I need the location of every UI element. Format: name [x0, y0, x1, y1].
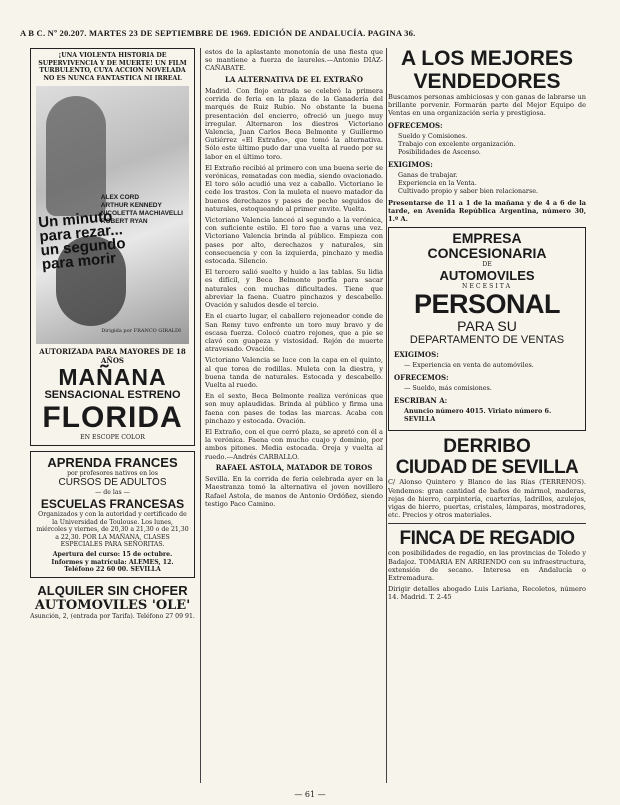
article-paragraph: Victoriano Valencia se luce con la capa en el quinto, al que torea de rodillas. Muleta con la diestra, y buena tanda de naturales. Estocada y descabello. Vuelta al ruedo. — [205, 356, 383, 389]
column-middle — [205, 48, 383, 783]
footer-mark: — 61 — — [294, 790, 326, 799]
film-title: Un minuto para rezar... un segundo para morir — [37, 208, 127, 274]
french-schools: ESCUELAS FRANCESAS — [40, 496, 185, 511]
cast-name: ALEX CORD — [100, 194, 140, 202]
list-item: Posibilidades de Ascenso. — [398, 147, 481, 156]
article-headline: RAFAEL ASTOLA, MATADOR DE TOROS — [215, 462, 373, 472]
dealer-title-line2: CONCESIONARIA — [427, 245, 547, 262]
film-format: EN ESCOPE COLOR — [80, 434, 145, 442]
list-item: Experiencia en la Venta. — [398, 178, 477, 187]
french-intro: por profesores nativos en los — [67, 469, 158, 477]
french-title: APRENDA FRANCES — [47, 454, 178, 470]
film-ad — [30, 48, 195, 446]
vendors-offer-list — [398, 132, 586, 156]
article-paragraph: En el sexto, Beca Belmonte realiza verónicas que son muy aplaudidas. Brinda al público y firma una faena con pases de todas las marcas. Acaba con pinchazo y estocada. Ovación. — [205, 392, 383, 425]
cast-name: NICOLETTA MACHIAVELLI — [100, 210, 183, 218]
dealer-require-heading: EXIGIMOS: — [394, 350, 439, 360]
demolition-ad — [388, 436, 586, 519]
film-rating: AUTORIZADA PARA MAYORES DE 18 AÑOS — [39, 347, 186, 365]
column-rule — [200, 48, 201, 783]
farm-body: con posibilidades de regadío, en las provincias de Toledo y Badajoz. TOMARIA EN ARRIENDO con su infraestructura, extensión de secano. Interesa en Andalucía o Extremadura. — [388, 549, 586, 583]
vendors-title-line2: VENDEDORES — [413, 70, 561, 93]
article-paragraph: El Extraño recibió al primero con una buena serie de verónicas, rematadas con media, siendo ovacionado. El toro sólo acudió una vez a caballo. Victoriano le cede los trastos. Con la muleta el nuevo matador da buenos derechazos y pases de pecho seguidos de naturales, estoqueando al primer envite. Vuelta. — [205, 163, 383, 213]
film-poster — [36, 86, 189, 344]
demolition-title-line1: DERRIBO — [443, 436, 531, 458]
vendors-contact: Presentarse de 11 a 1 de la mañana y de 4 a 6 de la tarde, en Avenida República Argentina, número 30, 1.º A. — [388, 198, 586, 224]
rental-address: Asunción, 2, (entrada por Tarifa). Teléfono 27 09 91. — [30, 612, 195, 620]
vendors-require-heading: EXIGIMOS: — [388, 159, 433, 169]
french-of: — de las — — [95, 489, 130, 497]
article-paragraph: Victoriano Valencia lanceó al segundo a la verónica, con suficiente estilo. El toro fue a varas una vez. Victoriano Valencia brinda al público. Empieza con pases por alto, derechazos y naturales, sin consecuencia y con la izquierda, pinchazo y media estocada. Silencio. — [205, 216, 383, 266]
film-line2: SENSACIONAL ESTRENO — [44, 389, 181, 402]
vendors-intro: Buscamos personas ambiciosas y con ganas de labrarse un brillante porvenir. Formarán parte del Mejor Equipo de Ventas en una organización seria y prestigiosa. — [388, 93, 586, 118]
dealer-write: Anuncio número 4015. Viriato número 6. SEVILLA — [404, 407, 552, 424]
dealer-of: DE — [482, 261, 492, 269]
french-body: Organizados y con la autoridad y certificado de la Universidad de Toulouse. Los lunes, miércoles y viernes, de 20,30 a 21,30 o de 21,30 a 22,30. POR LA MAÑANA, CLASES ESPECIALES PARA SEÑORITAS. — [36, 510, 189, 549]
list-item: Sueldo y Comisiones. — [398, 131, 468, 140]
vendors-require-list — [398, 171, 586, 195]
list-item: Cultivado propio y saber bien relacionarse. — [398, 186, 539, 195]
french-footer: Apertura del curso: 15 de octubre. Informes y matrícula: ALEMES, 12. Teléfono 22 60 00. SEVILLA — [51, 550, 174, 574]
column-rule — [386, 48, 387, 783]
article-paragraph: En el cuarto lugar, el caballero rejoneador conde de San Remy tuvo enfrente un toro muy bravo y de escasa fuerza. Colocó cuatro rejones, que a pie se clavó con guapeza y vistosidad. Rejón de muerte atravesado. Ovación. — [205, 312, 383, 354]
vendors-ad — [388, 48, 586, 223]
dealer-offer: — Sueldo, más comisiones. — [404, 384, 492, 393]
article-intro: estos de la aplastante monotonía de una fiesta que se mantiene a fuerza de laureles.—Antonio DIAZ-CAÑABATE. — [205, 48, 383, 73]
dealer-title-line5: PARA SU — [457, 318, 517, 335]
article-paragraph: El Extraño, con el que cerró plaza, se apretó con él a la verónica. Faena con mucho cuajo y dominio, por ambos pitones. Media estocada. Oreja y vuelta al ruedo.—Andrés CARBALLO. — [205, 427, 383, 461]
french-courses: CURSOS DE ADULTOS — [58, 477, 167, 489]
dealer-write-heading: ESCRIBAN A: — [394, 396, 448, 406]
demolition-body: C/ Alonso Quintero y Blanco de las Rías (TERRENOS). Vendemos: gran cantidad de baños de mármol, maderas, rejas de hierro, carpintería, cuarterías, ladrillos, azulejos, vigas de hierro, puertas, cristales, lámparas, mostradores, etc. Precios y otros materiales. — [388, 478, 586, 520]
article-headline: LA ALTERNATIVA DE EL EXTRAÑO — [225, 74, 363, 84]
film-credit: Dirigida por FRANCO GIRALDI — [101, 328, 181, 335]
list-item: Ganas de trabajar. — [398, 170, 458, 179]
dealer-offer-heading: OFRECEMOS: — [394, 373, 449, 383]
demolition-title-line2: CIUDAD DE SEVILLA — [395, 457, 579, 479]
vendors-offer-heading: OFRECEMOS: — [388, 120, 443, 130]
rental-company: AUTOMOVILES 'OLE' — [34, 597, 191, 613]
dealer-ad — [388, 227, 586, 431]
list-item: Trabajo con excelente organización. — [398, 139, 516, 148]
farm-title: FINCA DE REGADIO — [399, 528, 575, 550]
farm-contact: Dirigir detalles abogado Luis Lariana, Recoletos, número 14. Madrid. T. 2-45 — [388, 585, 586, 602]
theater-name: FLORIDA — [42, 401, 183, 435]
dealer-need: NECESITA — [461, 282, 513, 290]
rental-title: ALQUILER SIN CHOFER — [37, 582, 188, 598]
article-paragraph: El tercero salió suelto y huido a las tablas. Su lidia es difícil, y Beca Belmonte porfía para sacar naturales con muchas dificultades. Tiene que abreviar la faena. Cuatro pinchazos y descabello. Ovación y saludos desde el tercio. — [205, 268, 383, 310]
film-tagline: ¡UNA VIOLENTA HISTORIA DE SUPERVIVENCIA Y DE MUERTE! UN FILM TURBULENTO, CUYA ACCION NOVELADA NO ES NUNCA FANTASTICA NI IRREAL — [38, 52, 187, 82]
column-left — [30, 48, 195, 783]
dealer-require: — Experiencia en venta de automóviles. — [404, 361, 534, 370]
french-ad — [30, 451, 195, 578]
cast-name: ARTHUR KENNEDY — [100, 202, 162, 210]
rental-ad — [30, 583, 195, 621]
dealer-title-line1: EMPRESA — [452, 230, 522, 247]
column-right — [388, 48, 586, 783]
page-header: A B C. Nº 20.207. MARTES 23 DE SEPTIEMBRE DE 1969. EDICIÓN DE ANDALUCÍA. PAGINA 36. — [20, 28, 416, 38]
article-paragraph: Madrid. Con flojo entrada se celebró la primera corrida de feria en la plaza de la Ganadería del marqués de Ruiz Rubio. No obstante la buena presentación del encierro, ofreció un juego muy irregular. Alternaron los diestros Victoriano Valencia, Juan Carlos Beca Belmonte y Guillermo Gutiérrez «El Extraño», que tomó la alternativa. Sólo este último pudo dar una vuelta al ruedo por su labor en el último toro. — [205, 87, 383, 161]
dealer-title-line3: AUTOMOVILES — [439, 267, 535, 283]
divider — [388, 523, 586, 524]
vendors-title-line1: A LOS MEJORES — [401, 48, 573, 70]
cast-name: ROBERT RYAN — [100, 218, 148, 226]
poster-figure — [46, 96, 106, 216]
film-line1: MAÑANA — [58, 364, 167, 391]
farm-ad — [388, 528, 586, 601]
dealer-title-line4: PERSONAL — [413, 289, 561, 320]
dealer-title-line6: DEPARTAMENTO DE VENTAS — [409, 334, 565, 347]
article-paragraph: Sevilla. En la corrida de feria celebrada ayer en la Maestranza tomó la alternativa el joven novillero Rafael Astola, de manos de Antonio Ordóñez, siendo testigo Paco Camino. — [205, 475, 383, 508]
